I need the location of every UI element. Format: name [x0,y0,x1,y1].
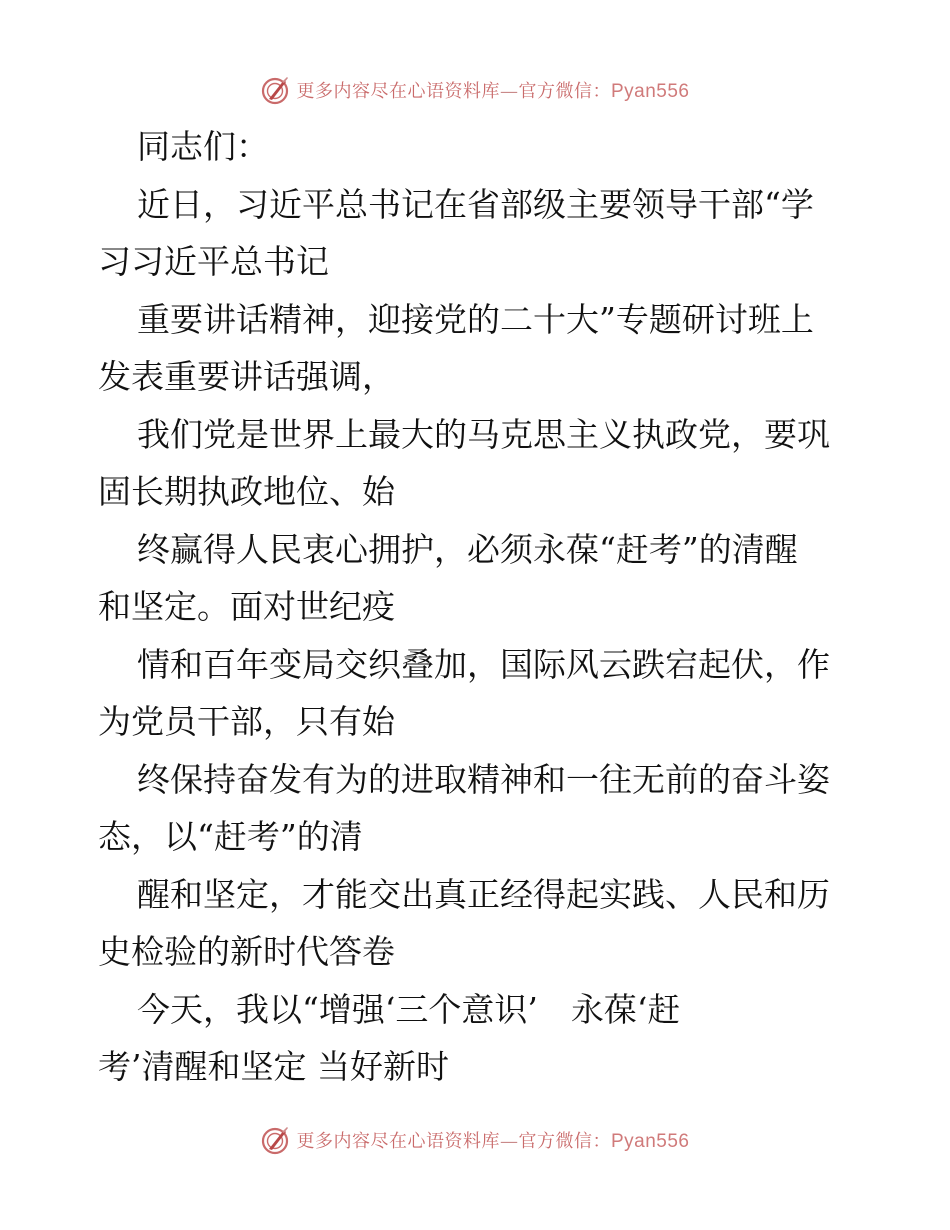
watermark-separator: — [499,81,519,102]
quill-pen-logo-icon [260,75,290,105]
watermark-label: 官方微信： [518,81,611,102]
text-line: 习习近平总书记 [98,242,329,281]
text-line: 今天，我以“增强‘三个意识’ 永葆‘赶 [137,989,681,1029]
footer-watermark [0,1120,950,1160]
watermark-separator: — [499,1131,519,1152]
document-body [98,118,858,1096]
text-line: 考’清醒和坚定 当好新时 [98,1047,449,1086]
text-line: 情和百年变局交织叠加，国际风云跌宕起伏，作 [137,644,830,684]
watermark-text [296,1127,689,1153]
text-line: 重要讲话精神，迎接党的二十大”专题研讨班上 [137,299,814,339]
text-line: 终赢得人民衷心拥护，必须永葆“赶考”的清醒 [137,529,798,569]
text-line: 态，以“赶考”的清 [98,817,363,856]
text-line: 史检验的新时代答卷 [98,932,395,971]
text-line: 终保持奋发有为的进取精神和一往无前的奋斗姿 [137,759,830,799]
text-line: 同志们： [137,127,269,166]
text-line: 近日，习近平总书记在省部级主要领导干部“学 [137,184,814,224]
watermark-site-name: 更多内容尽在心语资料库 [296,1131,500,1152]
watermark-text [296,77,689,103]
text-line: 醒和坚定，才能交出真正经得起实践、人民和历 [137,874,830,914]
watermark-label: 官方微信： [518,1131,611,1152]
text-line: 固长期执政地位、始 [98,472,395,511]
text-line: 我们党是世界上最大的马克思主义执政党，要巩 [137,414,830,454]
header-watermark [0,70,950,110]
text-line: 为党员干部，只有始 [98,702,395,741]
text-line: 发表重要讲话强调， [98,357,395,396]
text-line: 和坚定。面对世纪疫 [98,587,395,626]
watermark-wechat-id: Pyan556 [610,1131,690,1152]
watermark-wechat-id: Pyan556 [610,81,690,102]
watermark-site-name: 更多内容尽在心语资料库 [296,81,500,102]
quill-pen-logo-icon [260,1125,290,1155]
